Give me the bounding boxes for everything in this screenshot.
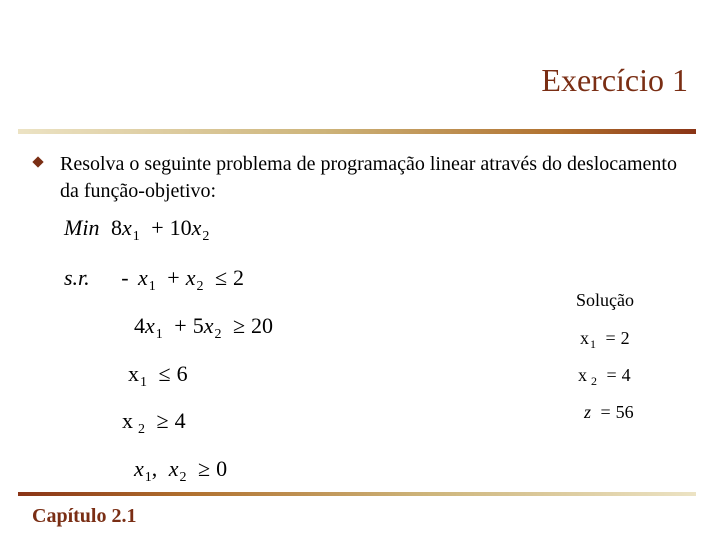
var-z: z bbox=[584, 402, 592, 422]
solution-z bbox=[584, 402, 634, 423]
sub-2: 2 bbox=[214, 327, 222, 342]
constraint-5 bbox=[134, 456, 227, 486]
solution-heading: Solução bbox=[576, 290, 634, 310]
sub-2: 2 bbox=[138, 422, 145, 437]
var-x2: x bbox=[168, 456, 179, 481]
var-x2: x bbox=[578, 365, 587, 385]
var-x2: x bbox=[185, 265, 196, 290]
relation-sign: ≤ bbox=[158, 361, 171, 386]
constraint-3 bbox=[128, 361, 188, 391]
relation-sign: ≥ bbox=[232, 313, 246, 338]
comma: , bbox=[151, 456, 158, 481]
var-x1: x bbox=[121, 215, 132, 240]
diamond-bullet-icon bbox=[32, 156, 43, 167]
plus-sign: + bbox=[167, 265, 180, 290]
coef-1: 8 bbox=[110, 215, 122, 240]
var-x1: x bbox=[134, 456, 144, 481]
var-x2: x bbox=[203, 313, 214, 338]
sub-2: 2 bbox=[196, 279, 204, 294]
value: 2 bbox=[620, 328, 630, 348]
relation-sign: ≥ bbox=[198, 456, 211, 481]
equals-sign: = bbox=[600, 402, 611, 422]
coef-2: 10 bbox=[169, 215, 192, 240]
var-x1: x bbox=[580, 328, 589, 348]
rhs-value: 6 bbox=[176, 361, 188, 386]
sub-1: 1 bbox=[140, 375, 147, 390]
sub-2: 2 bbox=[202, 229, 210, 244]
sub-1: 1 bbox=[155, 327, 163, 342]
relation-sign: ≥ bbox=[156, 408, 169, 433]
rhs-value: 20 bbox=[251, 313, 274, 338]
value: 4 bbox=[621, 365, 631, 385]
bullet-text: Resolva o seguinte problema de programação linear através do deslocamento da função-objetivo: bbox=[60, 153, 677, 202]
var-x1: x bbox=[128, 361, 139, 386]
coef-1: 4 bbox=[134, 313, 145, 338]
solution-x2 bbox=[578, 365, 631, 389]
sr-label: s.r. bbox=[64, 265, 90, 290]
plus-sign: + bbox=[174, 313, 187, 338]
footer-chapter: Capítulo 2.1 bbox=[32, 505, 137, 527]
value: 56 bbox=[615, 402, 634, 422]
rhs-value: 2 bbox=[233, 265, 245, 290]
sub-1: 1 bbox=[148, 279, 156, 294]
sub-1: 1 bbox=[590, 337, 596, 351]
rhs-value: 0 bbox=[216, 456, 228, 481]
var-x2: x bbox=[191, 215, 202, 240]
minus-sign: - bbox=[121, 265, 129, 290]
bullet-item bbox=[32, 151, 682, 205]
relation-sign: ≤ bbox=[214, 265, 228, 290]
sub-2: 2 bbox=[591, 374, 597, 388]
coef-2: 5 bbox=[192, 313, 204, 338]
equals-sign: = bbox=[605, 328, 616, 348]
sub-1: 1 bbox=[132, 229, 140, 244]
solution-x1 bbox=[580, 328, 630, 352]
var-x1: x bbox=[145, 313, 155, 338]
footer-divider bbox=[18, 492, 696, 496]
slide-title: Exercício 1 bbox=[541, 62, 688, 98]
constraint-1 bbox=[64, 265, 244, 295]
sub-2: 2 bbox=[179, 470, 187, 485]
var-x2: x bbox=[122, 408, 133, 433]
title-divider bbox=[18, 129, 696, 134]
objective-function bbox=[64, 215, 209, 245]
plus-sign: + bbox=[151, 215, 164, 240]
var-x1: x bbox=[138, 265, 148, 290]
rhs-value: 4 bbox=[174, 408, 186, 433]
min-label: Min bbox=[64, 215, 100, 240]
sub-1: 1 bbox=[144, 470, 152, 485]
equals-sign: = bbox=[606, 365, 617, 385]
constraint-2 bbox=[134, 313, 273, 343]
constraint-4 bbox=[122, 408, 186, 438]
